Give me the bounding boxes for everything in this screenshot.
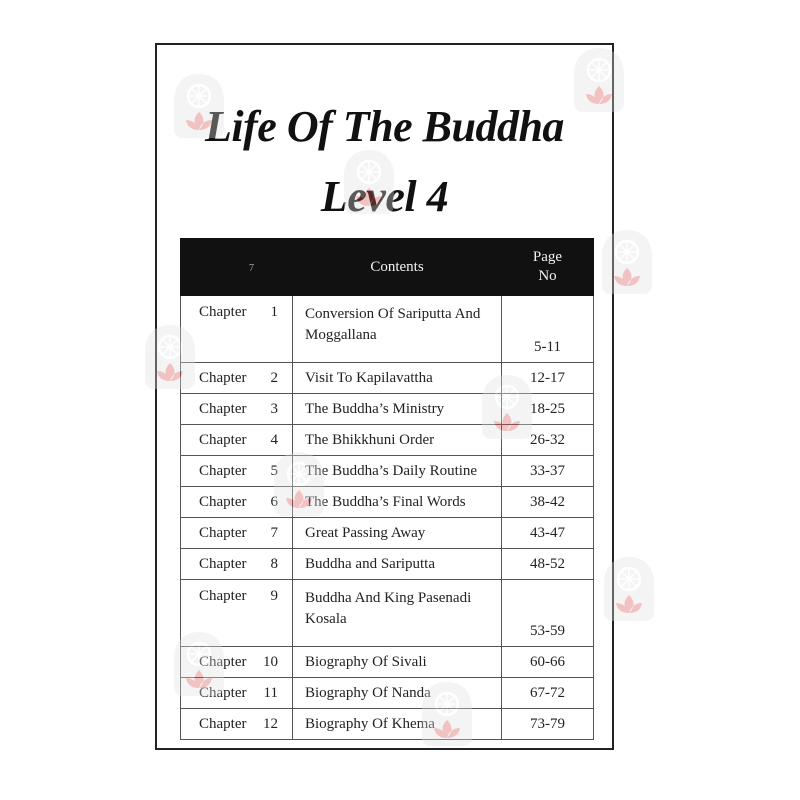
- chapter-label: Chapter: [199, 715, 247, 732]
- book-page: [155, 43, 614, 750]
- header-page-label: Page: [532, 249, 563, 265]
- chapter-number: 11: [263, 684, 278, 701]
- table-row: [181, 394, 594, 425]
- chapter-label: Chapter: [199, 555, 247, 572]
- chapter-title: Visit To Kapilavattha: [293, 363, 502, 394]
- chapter-title: Biography Of Sivali: [293, 647, 502, 678]
- table-row: [181, 709, 594, 740]
- chapter-cell: [181, 518, 293, 549]
- table-row: [181, 518, 594, 549]
- chapter-number: 10: [263, 653, 278, 670]
- chapter-label: Chapter: [199, 493, 247, 510]
- chapter-cell: [181, 647, 293, 678]
- page-range: 60-66: [502, 647, 594, 678]
- header-mark: 7: [249, 262, 254, 274]
- chapter-label: Chapter: [199, 400, 247, 417]
- chapter-number: 12: [263, 715, 278, 732]
- chapter-cell: [181, 456, 293, 487]
- chapter-number: 9: [270, 588, 278, 604]
- page-range: 53-59: [502, 580, 594, 647]
- chapter-cell: [181, 487, 293, 518]
- page-range: 33-37: [502, 456, 594, 487]
- contents-table-body: [181, 296, 594, 740]
- chapter-title: The Bhikkhuni Order: [293, 425, 502, 456]
- chapter-label: Chapter: [199, 462, 247, 479]
- chapter-number: 3: [270, 400, 278, 417]
- chapter-cell: [181, 709, 293, 740]
- table-row: [181, 363, 594, 394]
- chapter-title: Buddha And King Pasenadi Kosala: [293, 580, 502, 647]
- page-range: 43-47: [502, 518, 594, 549]
- page-range: 73-79: [502, 709, 594, 740]
- chapter-number: 5: [270, 462, 278, 479]
- header-page-no: [502, 239, 594, 296]
- header-contents: Contents: [293, 239, 502, 296]
- page-range: 18-25: [502, 394, 594, 425]
- chapter-label: Chapter: [199, 524, 247, 541]
- chapter-title: Biography Of Khema: [293, 709, 502, 740]
- chapter-label: Chapter: [199, 684, 247, 701]
- chapter-number: 4: [270, 431, 278, 448]
- chapter-title: The Buddha’s Daily Routine: [293, 456, 502, 487]
- chapter-label: Chapter: [199, 431, 247, 448]
- table-row: [181, 647, 594, 678]
- chapter-number: 2: [270, 369, 278, 386]
- table-row: [181, 678, 594, 709]
- chapter-number: 6: [270, 493, 278, 510]
- chapter-cell: [181, 549, 293, 580]
- chapter-label: Chapter: [199, 304, 247, 320]
- chapter-cell: [181, 425, 293, 456]
- chapter-cell: [181, 394, 293, 425]
- chapter-cell: [181, 296, 293, 363]
- table-row: [181, 580, 594, 647]
- header-chapter-cell: [181, 239, 293, 296]
- table-row: [181, 296, 594, 363]
- chapter-number: 8: [270, 555, 278, 572]
- page-range: 12-17: [502, 363, 594, 394]
- page-range: 5-11: [502, 296, 594, 363]
- book-title: Life Of The Buddha: [205, 102, 564, 151]
- page-range: 48-52: [502, 549, 594, 580]
- page-range: 67-72: [502, 678, 594, 709]
- chapter-title: The Buddha’s Ministry: [293, 394, 502, 425]
- chapter-cell: [181, 678, 293, 709]
- page-range: 26-32: [502, 425, 594, 456]
- chapter-cell: [181, 363, 293, 394]
- chapter-number: 1: [270, 304, 278, 320]
- header-no-label: No: [538, 268, 557, 284]
- book-level: Level 4: [320, 172, 449, 221]
- chapter-title: Biography Of Nanda: [293, 678, 502, 709]
- chapter-title: Conversion Of Sariputta And Moggallana: [293, 296, 502, 363]
- chapter-title: Buddha and Sariputta: [293, 549, 502, 580]
- chapter-title: Great Passing Away: [293, 518, 502, 549]
- chapter-number: 7: [270, 524, 278, 541]
- chapter-label: Chapter: [199, 588, 247, 604]
- chapter-title: The Buddha’s Final Words: [293, 487, 502, 518]
- table-header-row: [181, 239, 594, 296]
- page-range: 38-42: [502, 487, 594, 518]
- chapter-label: Chapter: [199, 653, 247, 670]
- table-row: [181, 487, 594, 518]
- chapter-cell: [181, 580, 293, 647]
- chapter-label: Chapter: [199, 369, 247, 386]
- table-row: [181, 456, 594, 487]
- table-row: [181, 549, 594, 580]
- contents-table: [180, 238, 594, 740]
- table-row: [181, 425, 594, 456]
